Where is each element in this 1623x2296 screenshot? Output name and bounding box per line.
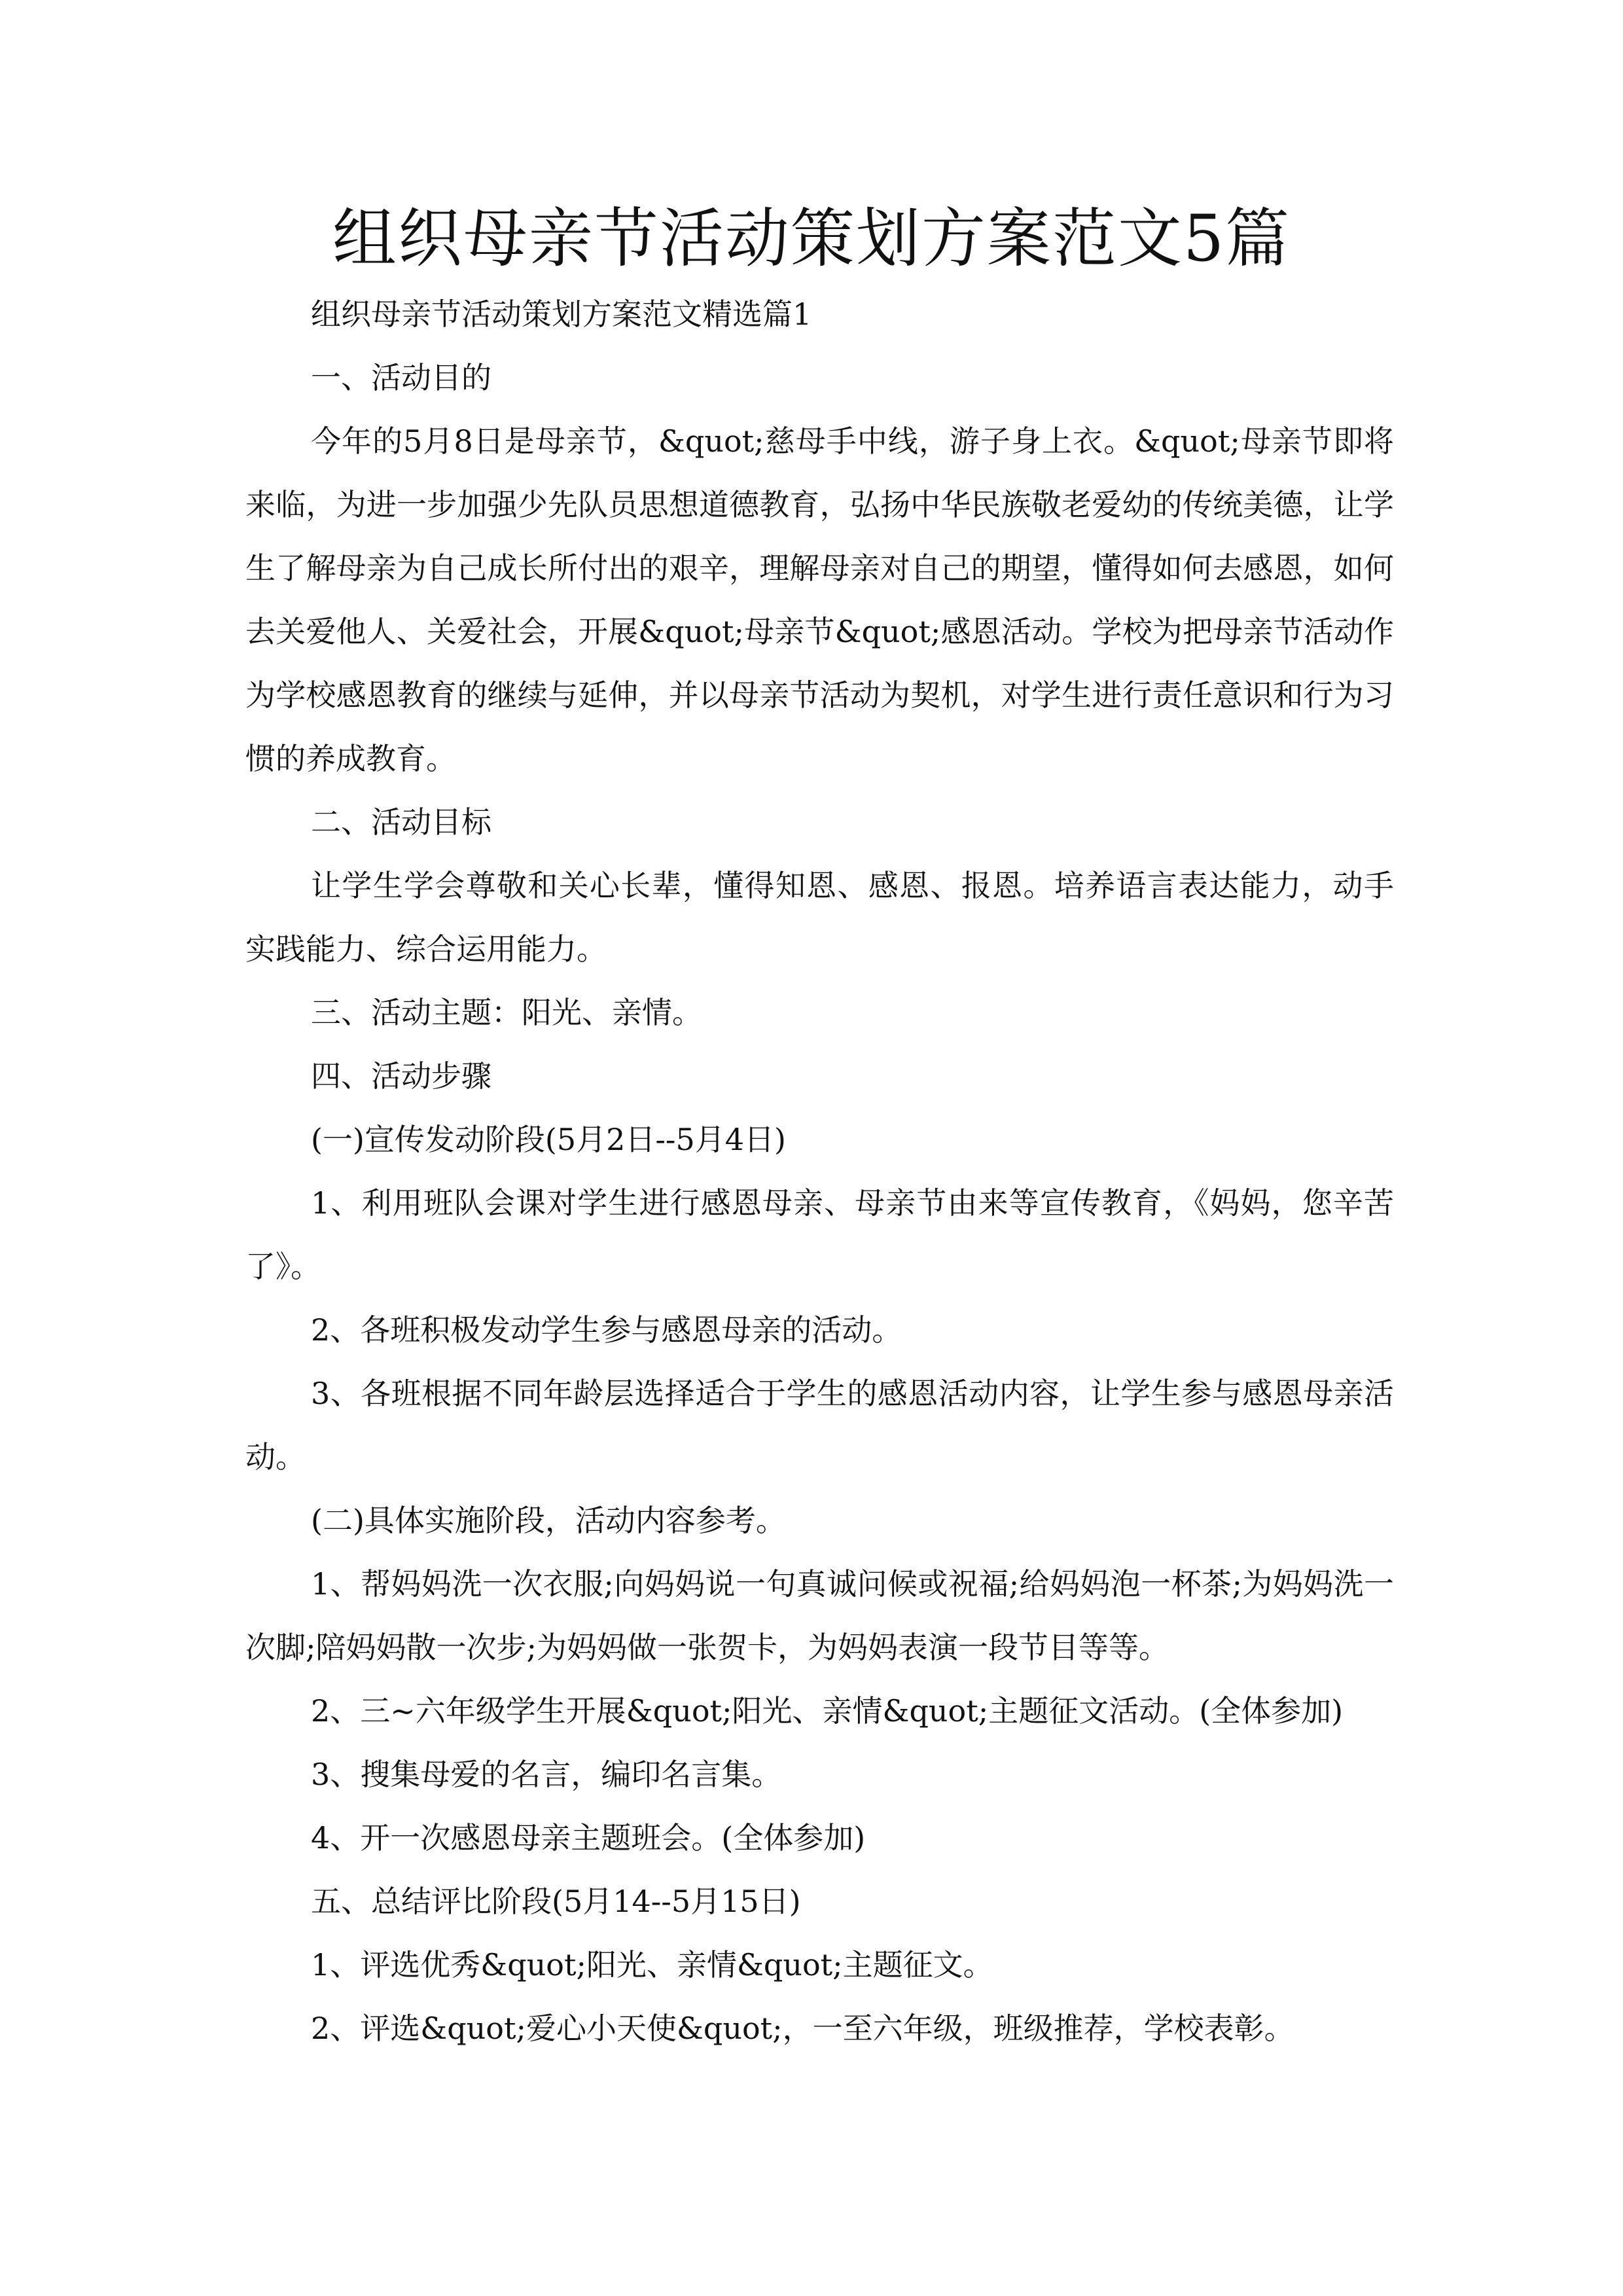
list-item: 1、评选优秀&quot;阳光、亲情&quot;主题征文。: [311, 1947, 993, 1982]
document-body: [245, 283, 1394, 2060]
heading-stage-summary: 五、总结评比阶段(5月14--5月15日): [311, 1884, 801, 1919]
list-item: 4、开一次感恩母亲主题班会。(全体参加): [311, 1820, 866, 1856]
heading-purpose: 一、活动目的: [311, 360, 491, 395]
list-item: 1、帮妈妈洗一次衣服;向妈妈说一句真诚问候或祝福;给妈妈泡一杯茶;为妈妈洗一次脚;陪妈妈散一次步;为妈妈做一张贺卡，为妈妈表演一段节目等等。: [245, 1566, 1394, 1665]
list-item: 1、利用班队会课对学生进行感恩母亲、母亲节由来等宣传教育，《妈妈，您辛苦了》。: [245, 1185, 1394, 1284]
list-item: 3、各班根据不同年龄层选择适合于学生的感恩活动内容，让学生参与感恩母亲活动。: [245, 1376, 1394, 1475]
paragraph-subtitle: 组织母亲节活动策划方案范文精选篇1: [311, 296, 812, 332]
list-item: 3、搜集母爱的名言，编印名言集。: [311, 1757, 782, 1792]
list-item: 2、各班积极发动学生参与感恩母亲的活动。: [311, 1312, 902, 1348]
heading-theme: 三、活动主题：阳光、亲情。: [311, 995, 702, 1030]
paragraph-goal: 让学生学会尊敬和关心长辈，懂得知恩、感恩、报恩。培养语言表达能力，动手实践能力、综合运用能力。: [245, 868, 1394, 967]
heading-goal: 二、活动目标: [311, 804, 491, 840]
list-item: 2、三~六年级学生开展&quot;阳光、亲情&quot;主题征文活动。(全体参加): [311, 1693, 1344, 1729]
heading-stage-two: (二)具体实施阶段，活动内容参考。: [311, 1503, 786, 1538]
heading-stage-one: (一)宣传发动阶段(5月2日--5月4日): [311, 1122, 786, 1157]
paragraph-purpose: 今年的5月8日是母亲节，&quot;慈母手中线，游子身上衣。&quot;母亲节即将来临，为进一步加强少先队员思想道德教育，弘扬中华民族敬老爱幼的传统美德，让学生了解母亲为自己成长所付出的艰辛，理解母亲对自己的期望，懂得如何去感恩，如何去关爱他人、关爱社会，开展&quot;母亲节&quot;感恩活动。学校为把母亲节活动作为学校感恩教育的继续与延伸，并以母亲节活动为契机，对学生进行责任意识和行为习惯的养成教育。: [245, 423, 1394, 776]
heading-steps: 四、活动步骤: [311, 1058, 491, 1094]
list-item: 2、评选&quot;爱心小天使&quot;，一至六年级，班级推荐，学校表彰。: [311, 2011, 1294, 2046]
document-title: 组织母亲节活动策划方案范文5篇: [332, 202, 1291, 276]
